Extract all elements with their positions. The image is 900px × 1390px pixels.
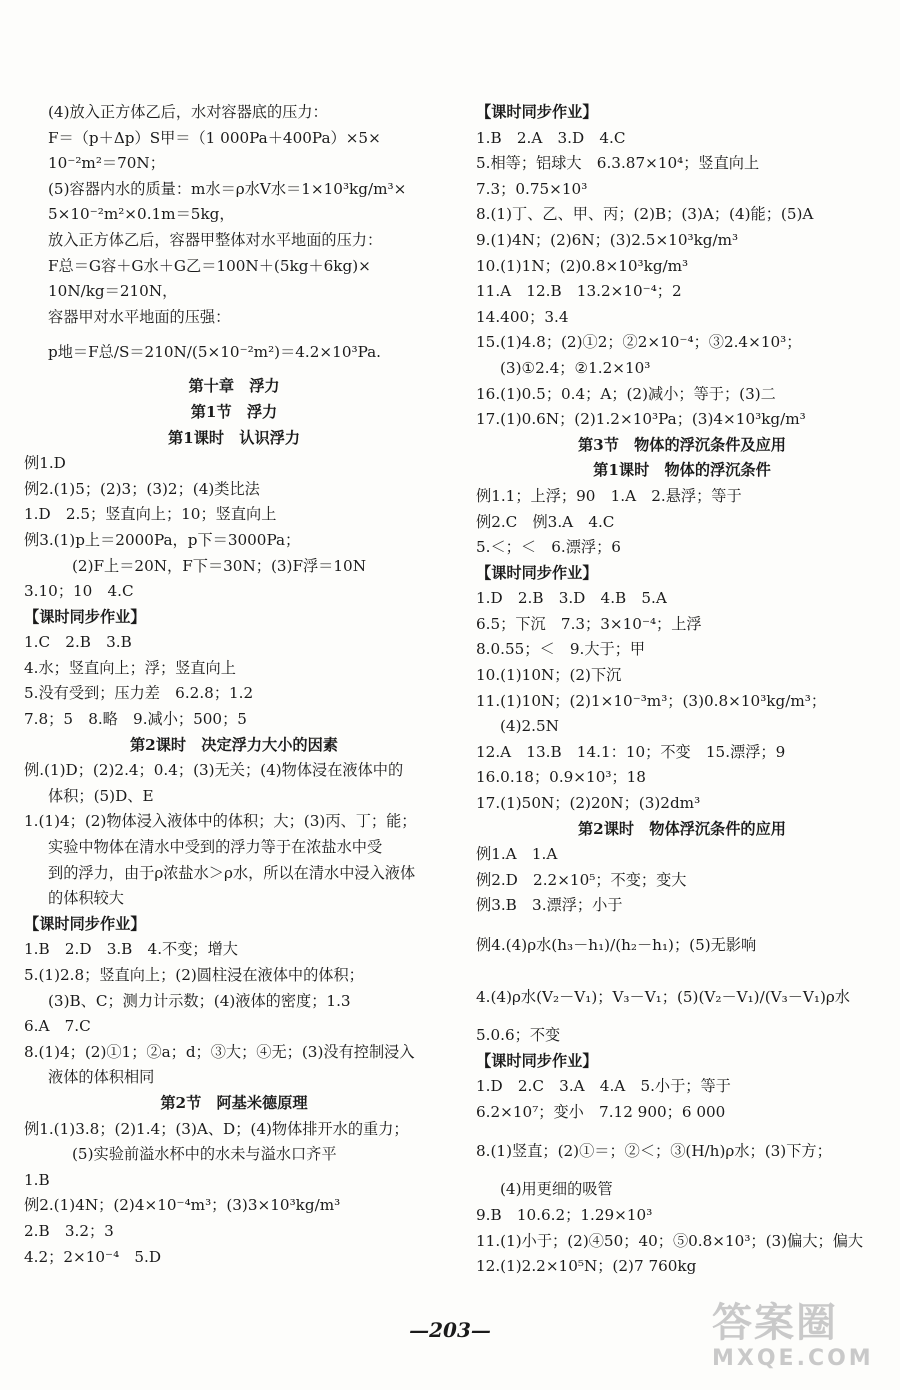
answer-line: 例4.(4)ρ水(h₃－h₁)/(h₂－h₁)；(5)无影响 bbox=[476, 936, 757, 954]
answer-line: 7.8；5 8.略 9.减小；500；5 bbox=[24, 710, 247, 729]
answer-line: 的体积较大 bbox=[48, 889, 124, 908]
answer-line: 液体的体积相同 bbox=[48, 1068, 155, 1087]
answer-line: p地＝F总/S＝210N/(5×10⁻²m²)＝4.2×10³Pa. bbox=[48, 343, 381, 362]
homework-heading: 【课时同步作业】 bbox=[24, 914, 146, 933]
answer-line: 5.(1)2.8；竖直向上；(2)圆柱浸在液体中的体积； bbox=[24, 966, 364, 984]
section-heading: 第十章 浮力 bbox=[188, 377, 280, 396]
answer-line: 例1.D bbox=[24, 454, 66, 473]
answer-line: 例1.1；上浮；90 1.A 2.悬浮；等于 bbox=[476, 486, 742, 505]
answer-line: F总＝G容＋G水＋G乙＝100N＋(5kg＋6kg)× bbox=[48, 256, 371, 275]
answer-line: 9.B 10.6.2；1.29×10³ bbox=[476, 1205, 653, 1224]
answer-line: 8.(1)竖直；(2)①＝；②＜；③(H/h)ρ水；(3)下方； bbox=[476, 1142, 832, 1161]
answer-line: 3.10；10 4.C bbox=[24, 582, 134, 601]
answer-line: 例2.C 例3.A 4.C bbox=[476, 512, 615, 531]
answer-line: 例2.D 2.2×10⁵；不变；变大 bbox=[476, 870, 687, 889]
answer-line: 16.(1)0.5；0.4；A；(2)减小；等于；(3)二 bbox=[476, 384, 776, 403]
answer-line: 11.(1)小于；(2)④50；40；⑤0.8×10³；(3)偏大；偏大 bbox=[476, 1231, 864, 1250]
answer-line: 10.(1)1N；(2)0.8×10³kg/m³ bbox=[476, 256, 689, 275]
answer-line: 5×10⁻²m²×0.1m＝5kg， bbox=[48, 205, 235, 224]
section-heading: 第3节 物体的浮沉条件及应用 bbox=[577, 435, 786, 454]
answer-line: 5.相等；铝球大 6.3.87×10⁴；竖直向上 bbox=[476, 154, 760, 173]
answer-line: 容器甲对水平地面的压强： bbox=[48, 307, 231, 326]
homework-heading: 【课时同步作业】 bbox=[476, 103, 598, 121]
answer-line: (5)实验前溢水杯中的水未与溢水口齐平 bbox=[72, 1145, 337, 1164]
answer-line: 体积；(5)D、E bbox=[48, 786, 154, 805]
answer-line: 11.(1)10N；(2)1×10⁻³m³；(3)0.8×10³kg/m³； bbox=[476, 691, 827, 710]
section-heading: 第1课时 物体的浮沉条件 bbox=[593, 461, 771, 480]
answer-line: 10N/kg＝210N， bbox=[48, 282, 178, 301]
homework-heading: 【课时同步作业】 bbox=[476, 563, 598, 582]
watermark-text: 答案圈 bbox=[712, 1300, 838, 1346]
answer-line: 1.D 2.B 3.D 4.B 5.A bbox=[476, 589, 667, 608]
answer-line: 8.0.55；＜ 9.大于；甲 bbox=[476, 640, 646, 659]
answer-line: 8.(1)4；(2)①1；②a；d；③大；④无；(3)没有控制浸入 bbox=[24, 1042, 415, 1061]
answer-line: 7.3；0.75×10³ bbox=[476, 179, 588, 198]
answer-line: 1.B 2.A 3.D 4.C bbox=[476, 128, 626, 147]
answer-line: 2.B 3.2；3 bbox=[24, 1221, 114, 1240]
answer-line: 例1.(1)3.8；(2)1.4；(3)A、D；(4)物体排开水的重力； bbox=[24, 1119, 409, 1138]
answer-line: 16.0.18；0.9×10³；18 bbox=[476, 768, 646, 787]
answer-line: (4)用更细的吸管 bbox=[500, 1180, 613, 1199]
answer-line: 8.(1)丁、乙、甲、丙；(2)B；(3)A；(4)能；(5)A bbox=[476, 205, 814, 224]
answer-line: (4)2.5N bbox=[500, 717, 559, 736]
section-heading: 第1节 浮力 bbox=[190, 402, 278, 421]
answer-line: 例1.A 1.A bbox=[476, 845, 558, 864]
answer-line: 1.D 2.5；竖直向上；10；竖直向上 bbox=[24, 505, 277, 524]
answer-line: 12.(1)2.2×10⁵N；(2)7 760kg bbox=[476, 1257, 697, 1276]
answer-line: 11.A 12.B 13.2×10⁻⁴；2 bbox=[476, 282, 682, 301]
answer-line: 5.0.6；不变 bbox=[476, 1026, 561, 1044]
answer-line: 10.(1)10N；(2)下沉 bbox=[476, 666, 622, 685]
answer-line: 17.(1)0.6N；(2)1.2×10³Pa；(3)4×10³kg/m³ bbox=[476, 410, 806, 429]
answer-line: 15.(1)4.8；(2)①2；②2×10⁻⁴；③2.4×10³； bbox=[476, 333, 802, 352]
answer-line: 例3.(1)p上＝2000Pa，p下＝3000Pa； bbox=[24, 530, 301, 549]
answer-line: 9.(1)4N；(2)6N；(3)2.5×10³kg/m³ bbox=[476, 230, 739, 249]
answer-line: F＝（p＋Δp）S甲＝（1 000Pa＋400Pa）×5× bbox=[48, 128, 381, 147]
answer-line: 5.＜；＜ 6.漂浮；6 bbox=[476, 538, 621, 557]
answer-line: 6.5；下沉 7.3；3×10⁻⁴；上浮 bbox=[476, 614, 702, 633]
answer-line: 6.A 7.C bbox=[24, 1017, 91, 1036]
answer-line: 4.水；竖直向上；浮；竖直向上 bbox=[24, 658, 236, 677]
answer-line: 4.2；2×10⁻⁴ 5.D bbox=[24, 1247, 162, 1266]
answer-line: 例3.B 3.漂浮；小于 bbox=[476, 896, 623, 915]
answer-line: (2)F上＝20N，F下＝30N；(3)F浮＝10N bbox=[72, 556, 366, 575]
answer-line: 12.A 13.B 14.1：10；不变 15.漂浮；9 bbox=[476, 742, 786, 761]
answer-line: 1.(1)4；(2)物体浸入液体中的体积；大；(3)丙、丁；能； bbox=[24, 812, 417, 831]
answer-line: 1.C 2.B 3.B bbox=[24, 633, 132, 652]
section-heading: 第2课时 决定浮力大小的因素 bbox=[129, 735, 338, 754]
answer-line: 放入正方体乙后，容器甲整体对水平地面的压力： bbox=[48, 230, 383, 249]
watermark-logo bbox=[712, 1300, 892, 1384]
answer-line: (3)①2.4；②1.2×10³ bbox=[500, 358, 651, 377]
answer-line: 17.(1)50N；(2)20N；(3)2dm³ bbox=[476, 794, 701, 813]
section-heading: 第2节 阿基米德原理 bbox=[160, 1093, 308, 1112]
section-heading: 第1课时 认识浮力 bbox=[167, 428, 301, 447]
answer-line: 14.400；3.4 bbox=[476, 307, 569, 326]
homework-heading: 【课时同步作业】 bbox=[476, 1051, 598, 1070]
answer-line: 1.B bbox=[24, 1170, 50, 1189]
left-column bbox=[24, 100, 444, 1270]
section-heading: 第2课时 物体浮沉条件的应用 bbox=[577, 819, 786, 838]
answer-line: (3)B、C；测力计示数；(4)液体的密度；1.3 bbox=[48, 991, 351, 1010]
answer-line: (5)容器内水的质量：m水＝ρ水V水＝1×10³kg/m³× bbox=[48, 179, 407, 198]
answer-line: 5.没有受到；压力差 6.2.8；1.2 bbox=[24, 684, 254, 703]
answer-line: 10⁻²m²＝70N； bbox=[48, 154, 165, 173]
right-column bbox=[476, 100, 888, 1280]
answer-line: 到的浮力，由于ρ浓盐水＞ρ水，所以在清水中浸入液体 bbox=[48, 863, 416, 882]
watermark-url: MXQE.COM bbox=[712, 1346, 874, 1371]
answer-line: 例2.(1)5；(2)3；(3)2；(4)类比法 bbox=[24, 479, 260, 498]
answer-line: 例.(1)D；(2)2.4；0.4；(3)无关；(4)物体浸在液体中的 bbox=[24, 761, 404, 780]
page-number: —203— bbox=[409, 1318, 491, 1342]
answer-line: 实验中物体在清水中受到的浮力等于在浓盐水中受 bbox=[48, 838, 383, 857]
homework-heading: 【课时同步作业】 bbox=[24, 607, 146, 626]
answer-line: 1.D 2.C 3.A 4.A 5.小于；等于 bbox=[476, 1077, 731, 1096]
answer-line: 1.B 2.D 3.B 4.不变；增大 bbox=[24, 940, 238, 959]
answer-line: 6.2×10⁷；变小 7.12 900；6 000 bbox=[476, 1102, 726, 1121]
answer-line: 4.(4)ρ水(V₂－V₁)；V₃－V₁；(5)(V₂－V₁)/(V₃－V₁)ρ水 bbox=[476, 988, 850, 1006]
answer-line: (4)放入正方体乙后，水对容器底的压力： bbox=[48, 103, 328, 121]
answer-line: 例2.(1)4N；(2)4×10⁻⁴m³；(3)3×10³kg/m³ bbox=[24, 1196, 341, 1215]
